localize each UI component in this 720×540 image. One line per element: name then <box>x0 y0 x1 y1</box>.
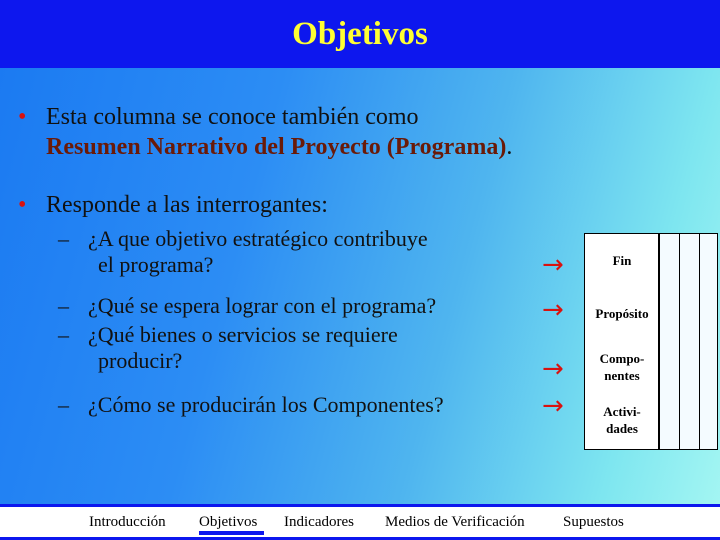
question-3-line1: ¿Qué bienes o servicios se requiere <box>88 322 398 347</box>
arrow-right-icon: → <box>542 295 564 325</box>
matrix-label-fin: Fin <box>612 253 632 268</box>
matrix-label-proposito: Propósito <box>595 306 649 321</box>
dash: – <box>58 226 69 251</box>
matrix-column <box>679 234 699 449</box>
arrow-right-icon: → <box>542 391 564 421</box>
bullet-2 <box>18 190 328 220</box>
matrix-label-actividades: Activi- dades <box>603 404 641 436</box>
question-1-line2: el programa? <box>98 252 214 277</box>
bullet-1 <box>18 102 512 162</box>
matrix-column <box>659 234 679 449</box>
nav-link-medios-de-verificacion[interactable]: Medios de Verificación <box>385 514 525 530</box>
bullet-1-emphasis: Resumen Narrativo del Proyecto (Programa) <box>46 134 507 160</box>
active-nav-indicator <box>199 531 264 535</box>
title-bar <box>0 0 720 68</box>
question-1-line1: ¿A que objetivo estratégico contribuye <box>88 226 428 251</box>
bullet-1-text: Esta columna se conoce también como <box>46 104 419 130</box>
dash: – <box>58 322 69 347</box>
question-4 <box>58 392 444 418</box>
matrix-label-componentes: Compo- nentes <box>599 351 645 383</box>
question-1 <box>58 226 428 278</box>
bullet-dot: • <box>18 104 27 130</box>
bullet-2-text: Responde a las interrogantes: <box>46 192 328 218</box>
question-2 <box>58 293 436 319</box>
dash: – <box>58 293 69 318</box>
nav-link-introduccion[interactable]: Introducción <box>89 514 166 530</box>
question-4-line1: ¿Cómo se producirán los Componentes? <box>88 392 444 417</box>
nav-link-indicadores[interactable]: Indicadores <box>284 514 354 530</box>
question-3 <box>58 322 398 374</box>
arrow-right-icon: → <box>542 250 564 280</box>
bullet-1-suffix: . <box>506 134 513 160</box>
matrix-column <box>699 234 717 449</box>
bullet-dot: • <box>18 192 27 218</box>
nav-link-objetivos[interactable]: Objetivos <box>199 514 258 530</box>
nav-link-supuestos[interactable]: Supuestos <box>563 514 624 530</box>
matrix-label-column <box>585 234 659 449</box>
bottom-nav <box>0 504 720 540</box>
arrow-right-icon: → <box>542 354 564 384</box>
logframe-matrix <box>584 233 718 450</box>
question-3-line2: producir? <box>98 348 183 373</box>
dash: – <box>58 392 69 417</box>
slide-title: Objetivos <box>292 15 428 52</box>
question-2-line1: ¿Qué se espera lograr con el programa? <box>88 293 437 318</box>
